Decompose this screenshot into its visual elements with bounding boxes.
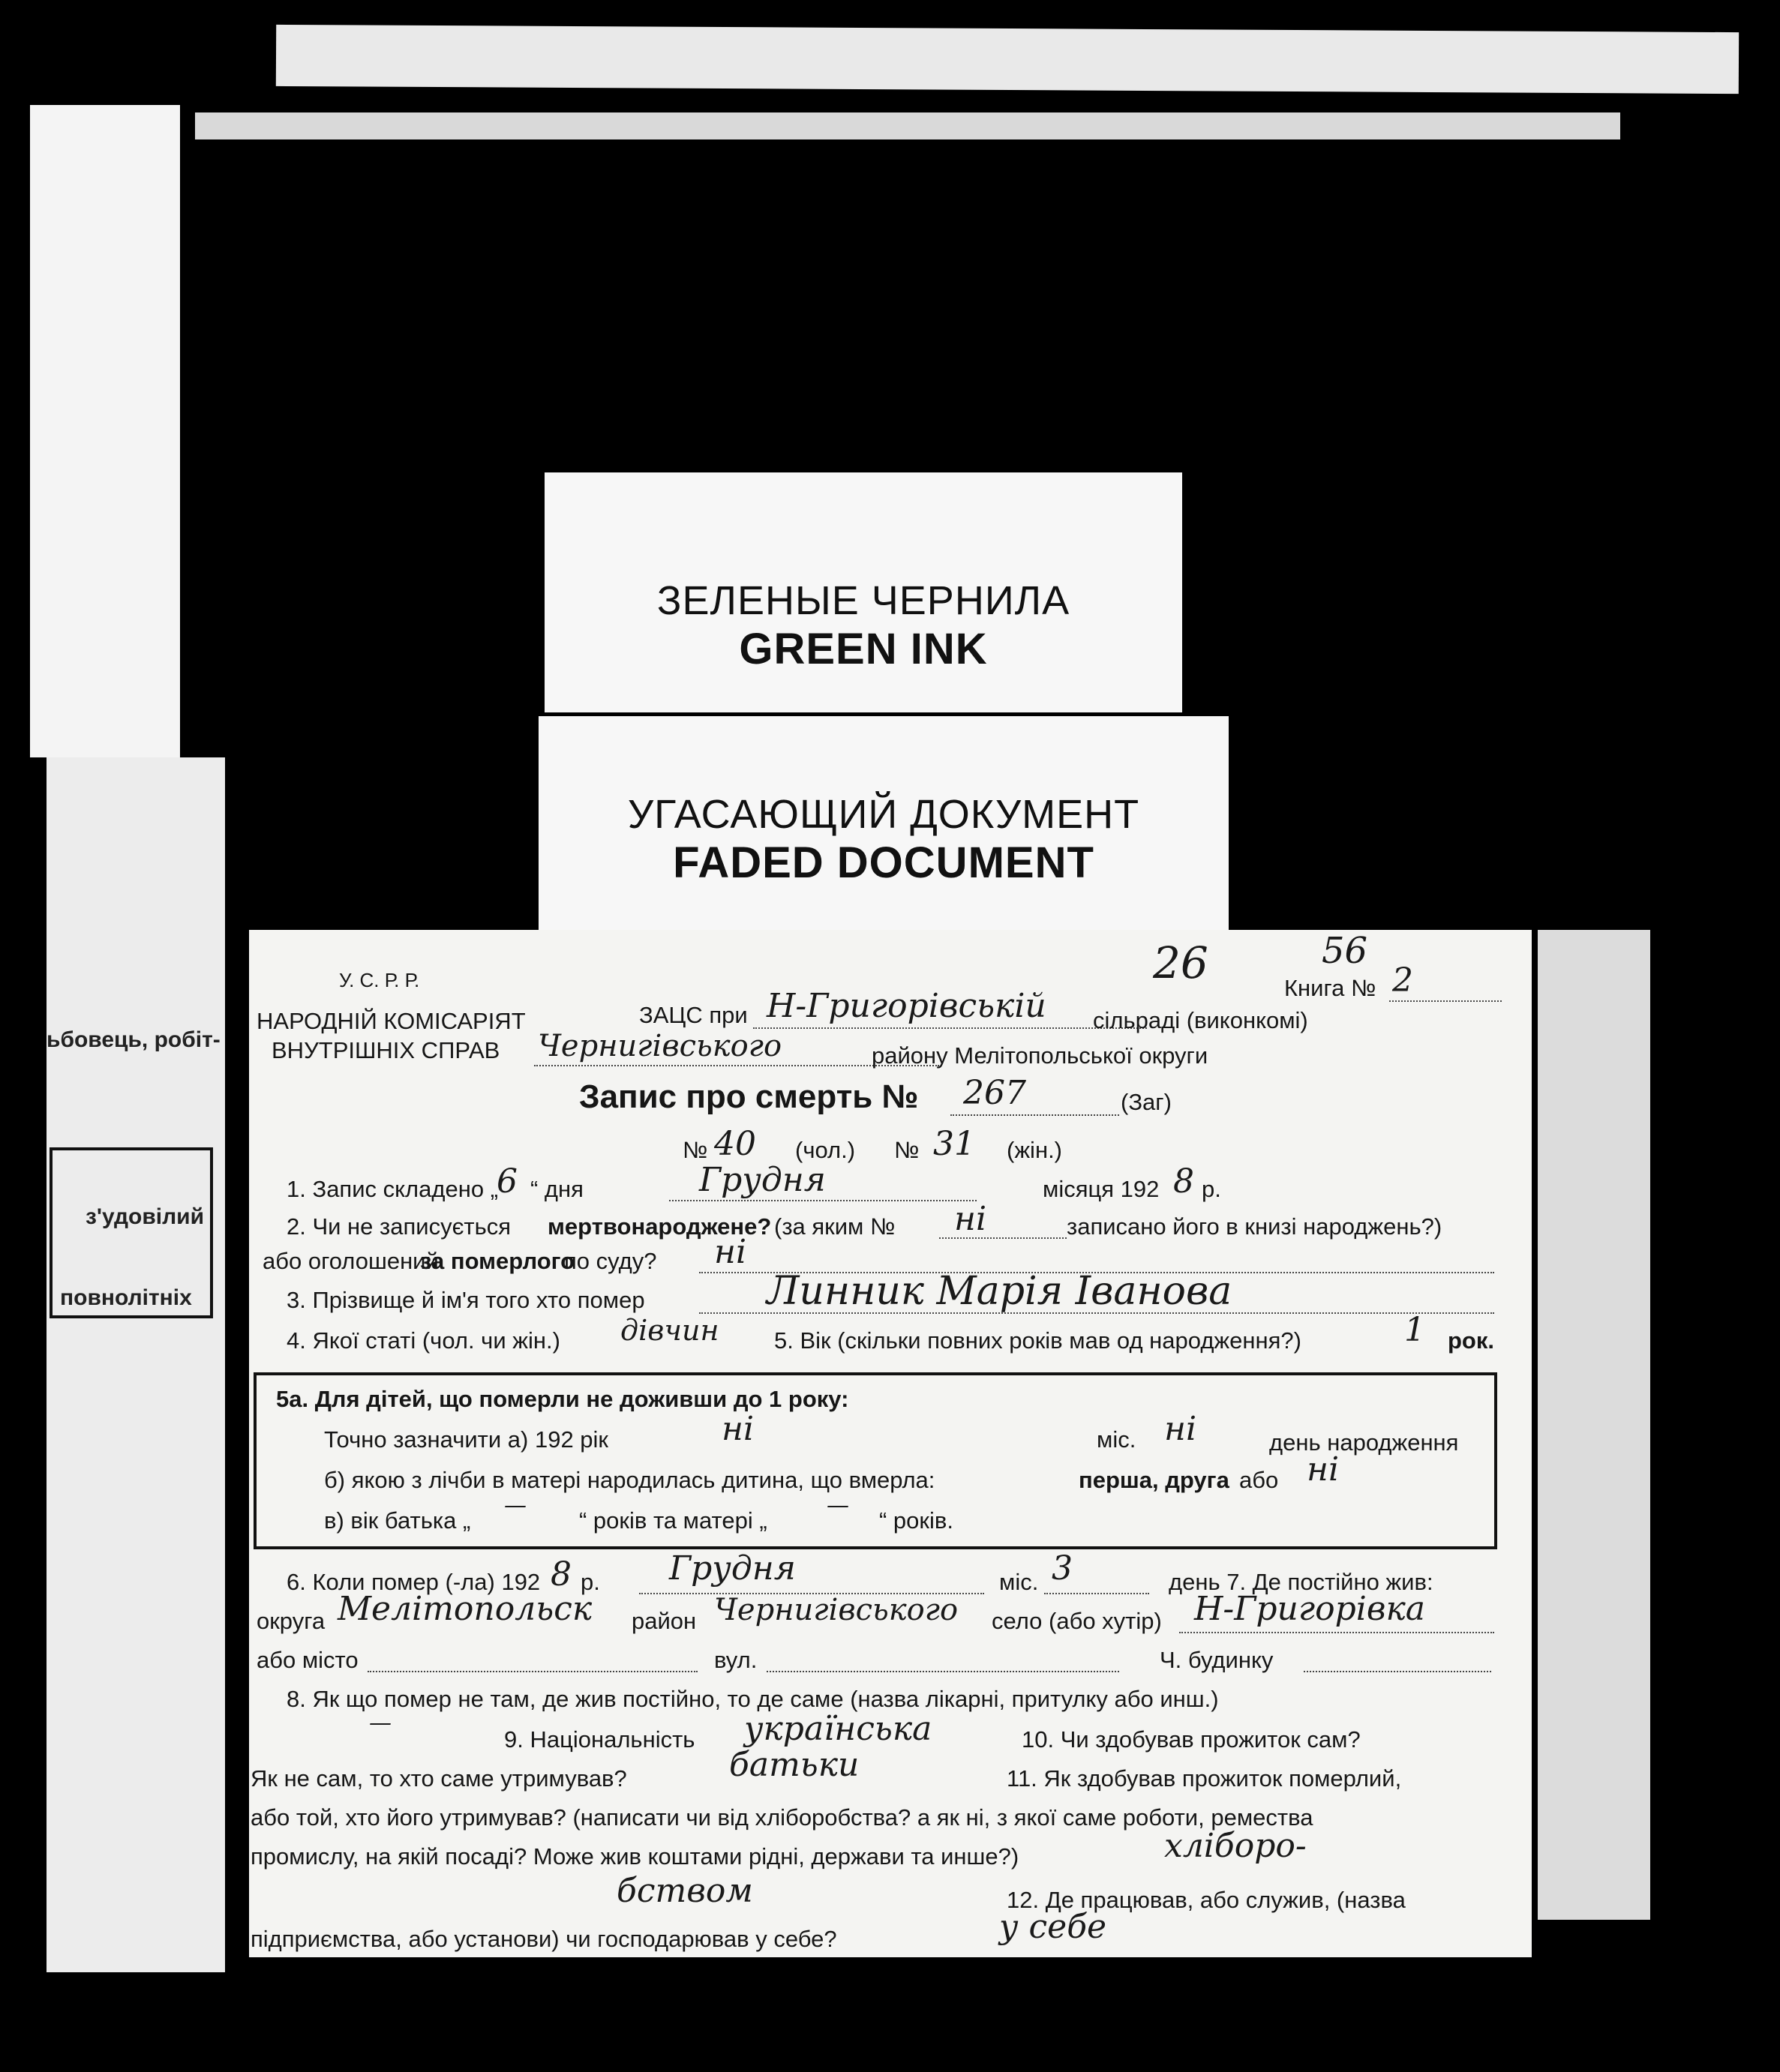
book-label: Книга № [1284, 975, 1376, 1001]
field-12-handwritten: у себе [999, 1908, 1107, 1946]
field-6-label: 6. Коли помер (-ла) 192 [287, 1569, 541, 1595]
field-5a-b-bold: перша, друга [1079, 1467, 1229, 1493]
dotted-line [368, 1671, 698, 1672]
village-handwritten: Н-Григорівській [767, 987, 1046, 1025]
field-5a-mis-handwritten: ні [1164, 1410, 1197, 1448]
field-2-handwritten: ні [954, 1200, 987, 1238]
field-11-label: 11. Як здобував прожиток померлий, [1007, 1765, 1402, 1792]
field-6-month: Грудня [669, 1549, 796, 1588]
record-number-handwritten: 267 [963, 1074, 1026, 1112]
field-5a-c3: “ років. [879, 1507, 953, 1534]
dotted-line [1179, 1632, 1494, 1633]
field-1-text: “ дня [530, 1176, 584, 1202]
handwritten-book-number: 56 [1322, 930, 1368, 972]
field-2b-text: по суду? [564, 1248, 657, 1274]
field-7b-city: або місто [257, 1647, 359, 1673]
field-7-raion: район [632, 1608, 697, 1634]
dotted-line [699, 1312, 1494, 1314]
field-2b-label: або оголошений [263, 1248, 439, 1274]
label-english: GREEN INK [739, 625, 988, 673]
field-8-dash: — [369, 1710, 392, 1736]
left-page-line: повнолітніх [60, 1285, 192, 1310]
field-1-text: р. [1202, 1176, 1221, 1202]
book-number: 2 [1392, 961, 1413, 1000]
male-number: 40 [714, 1125, 756, 1163]
field-2b-bold: за померлого [420, 1248, 575, 1274]
dotted-line [753, 1027, 1147, 1029]
dotted-line [1044, 1593, 1149, 1594]
field-2-label: 2. Чи не записується [287, 1213, 512, 1240]
field-11-handwritten: хліборо- [1164, 1827, 1307, 1865]
faded-document-label [539, 716, 1229, 930]
field-5a-c: в) вік батька „ [324, 1507, 471, 1534]
field-7-selo-handwritten: Н-Григорівка [1194, 1590, 1425, 1628]
field-4-sex: дівчин [620, 1314, 719, 1347]
field-1-day: 6 [497, 1162, 518, 1201]
left-paper-strip [30, 105, 180, 757]
usrr-header: У. С. Р. Р. [339, 969, 420, 991]
field-10b-label: Як не сам, то хто саме утримував? [251, 1765, 627, 1792]
female-number-label: № [894, 1137, 920, 1163]
field-9-label: 9. Національність [504, 1726, 695, 1753]
zats-label: ЗАЦС при [639, 1002, 748, 1028]
field-5a-b: б) якою з лічби в матері народилась дитина, що вмерла: [324, 1467, 935, 1493]
dotted-line [767, 1671, 1119, 1672]
field-1-month: Грудня [699, 1161, 826, 1199]
field-7-raion-handwritten: Чернигівського [714, 1593, 959, 1627]
field-6-text: р. [581, 1569, 600, 1595]
male-label: (чол.) [795, 1137, 856, 1163]
field-5a-father-age: — [504, 1492, 527, 1519]
field-12b-text: підприємства, або установи) чи господарював у себе? [251, 1926, 837, 1952]
death-record-card [249, 930, 1532, 1957]
field-1-text: місяця 192 [1043, 1176, 1160, 1202]
field-7b-street: вул. [714, 1647, 758, 1673]
selrada-label: сільраді (виконкомі) [1093, 1007, 1308, 1033]
field-5a-b-end: або [1239, 1467, 1279, 1493]
field-5a-mother-age: — [827, 1492, 849, 1519]
field-7-okruga: округа [257, 1608, 326, 1634]
field-12-label: 12. Де працював, або служив, (назва [1007, 1887, 1406, 1913]
infant-section-box [254, 1372, 1497, 1549]
field-2b-handwritten: ні [714, 1233, 747, 1271]
field-5a-mis: міс. [1097, 1426, 1136, 1453]
field-5a-a: Точно зазначити а) 192 рік [324, 1426, 608, 1453]
field-7-selo: село (або хутір) [992, 1608, 1162, 1634]
field-2-text: записано його в книзі народжень?) [1067, 1213, 1442, 1240]
field-7b-house: Ч. будинку [1160, 1647, 1274, 1673]
green-ink-label [545, 472, 1182, 712]
field-6-day: 3 [1052, 1549, 1073, 1588]
field-6-7-text: день 7. Де постійно жив: [1169, 1569, 1433, 1595]
field-5-age: 1 [1404, 1311, 1425, 1349]
field-11c-handwritten: бством [617, 1872, 753, 1910]
field-2-text: (за яким № [774, 1213, 896, 1240]
female-label: (жін.) [1007, 1137, 1063, 1163]
ministry-line-2: ВНУТРІШНІХ СПРАВ [272, 1037, 500, 1063]
label-english: FADED DOCUMENT [673, 838, 1094, 887]
top-paper-strip [276, 25, 1739, 94]
left-page-box [50, 1147, 213, 1318]
field-6-year: 8 [551, 1555, 572, 1594]
field-5a-b-handwritten: ні [1307, 1450, 1340, 1489]
dotted-line [939, 1237, 1067, 1239]
field-3-label: 3. Прізвище й ім'я того хто помер [287, 1287, 645, 1313]
field-5-label: 5. Вік (скільки повних років мав од народження?) [774, 1327, 1301, 1354]
dotted-line [669, 1200, 977, 1201]
raion-handwritten: Чернигівського [538, 1029, 782, 1063]
field-1-label: 1. Запис складено „ [287, 1176, 499, 1202]
field-5a-a-handwritten: ні [722, 1410, 755, 1448]
field-10-label: 10. Чи здобував прожиток сам? [1022, 1726, 1361, 1753]
dotted-line [950, 1114, 1119, 1116]
label-russian: УГАСАЮЩИЙ ДОКУМЕНТ [627, 792, 1140, 837]
label-russian: ЗЕЛЕНЫЕ ЧЕРНИЛА [656, 578, 1070, 623]
left-page-fragment [47, 757, 225, 1972]
field-5-unit: рок. [1448, 1327, 1494, 1354]
left-page-line: ьбовець, робіт- [47, 1027, 221, 1052]
field-1-year: 8 [1173, 1162, 1194, 1201]
field-4-label: 4. Якої статі (чол. чи жін.) [287, 1327, 560, 1354]
record-title: Запис про смерть № [579, 1078, 919, 1115]
field-11b-text: промислу, на якій посаді? Може жив коштами рідні, держави та инше?) [251, 1843, 1019, 1870]
raion-label: району Мелітопольської округи [872, 1042, 1208, 1069]
dotted-line [1389, 1000, 1502, 1002]
male-number-label: № [683, 1137, 708, 1163]
zag-label: (Заг) [1121, 1089, 1172, 1115]
field-7-okruga-handwritten: Мелітопольск [338, 1590, 593, 1628]
field-11-text: або той, хто його утримував? (написати чи від хліборобства? а як ні, з якої саме роботи, ремества [251, 1804, 1313, 1831]
female-number: 31 [933, 1125, 975, 1163]
dotted-line [1304, 1671, 1491, 1672]
field-5a-c2: “ років та матері „ [579, 1507, 767, 1534]
top-paper-edge [195, 112, 1620, 139]
field-5a-day: день народження [1269, 1429, 1459, 1456]
handwritten-number: 26 [1153, 937, 1208, 988]
field-9-handwritten: українська [744, 1710, 932, 1748]
deceased-name: Линник Марія Іванова [767, 1269, 1232, 1314]
field-10-handwritten: батьки [729, 1746, 860, 1784]
ministry-line-1: НАРОДНІЙ КОМІСАРІЯТ [257, 1008, 526, 1034]
field-2-bold: мертвонароджене? [548, 1213, 772, 1240]
field-5a-title: 5а. Для дітей, що померли не доживши до 1 року: [276, 1386, 849, 1412]
underlying-sheet [1538, 930, 1650, 1920]
left-page-line: з'удовілий [86, 1204, 205, 1229]
field-6-text: міс. [999, 1569, 1039, 1595]
field-8-label: 8. Як що помер не там, де жив постійно, то де саме (назва лікарні, притулку або инш.) [287, 1686, 1219, 1712]
